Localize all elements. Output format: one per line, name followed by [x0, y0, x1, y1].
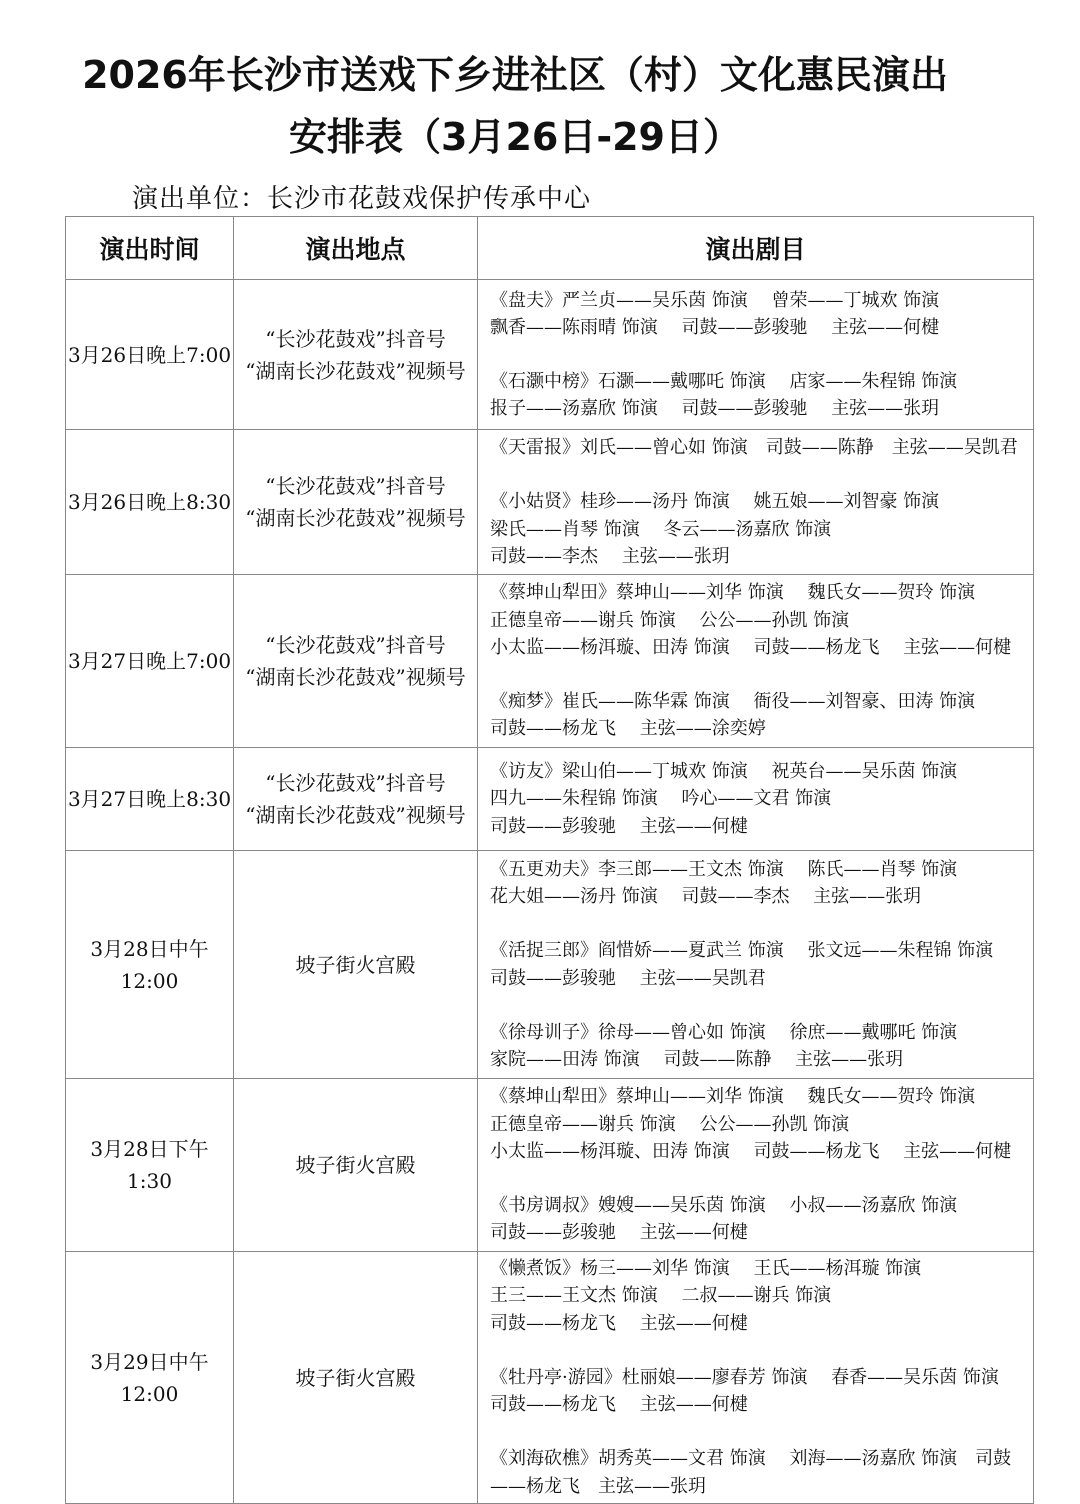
schedule-row — [66, 748, 1034, 851]
place-line: “长沙花鼓戏”抖音号 — [265, 633, 446, 657]
program-line: 《刘海砍樵》胡秀英——文君 饰演 刘海——汤嘉欣 饰演 司鼓 — [490, 1448, 1012, 1470]
place-line: 坡子街火宫殿 — [295, 1365, 416, 1390]
program-line: 《盘夫》严兰贞——吴乐茵 饰演 曾荣——丁城欢 饰演 — [490, 289, 940, 311]
program-list — [478, 1252, 1034, 1504]
page-title-line1: 2026年长沙市送戏下乡进社区（村）文化惠民演出 — [82, 53, 948, 97]
performance-place — [234, 1079, 478, 1252]
performance-place — [234, 748, 478, 851]
program-spacer — [490, 992, 1033, 1019]
time-line: 12:00 — [120, 1381, 179, 1406]
place-line: 坡子街火宫殿 — [295, 1153, 416, 1177]
program-line: 司鼓——彭骏驰 主弦——何楗 — [490, 815, 748, 837]
program-list — [478, 748, 1034, 851]
time-line: 3月28日下午 — [90, 1137, 209, 1161]
program-line: 司鼓——杨龙飞 主弦——涂奕婷 — [490, 718, 766, 740]
program-spacer — [490, 341, 1033, 368]
program-list — [478, 1079, 1034, 1252]
schedule-row — [66, 430, 1034, 575]
program-line: 《活捉三郎》阎惜娇——夏武兰 饰演 张文远——朱程锦 饰演 — [490, 940, 994, 962]
program-line: 司鼓——彭骏驰 主弦——何楗 — [490, 1222, 748, 1244]
program-line: 《五更劝夫》李三郎——王文杰 饰演 陈氏——肖琴 饰演 — [490, 858, 958, 880]
schedule-row — [66, 280, 1034, 430]
time-line: 3月27日晚上8:30 — [67, 787, 232, 811]
performance-time — [66, 748, 234, 851]
place-line: “湖南长沙花鼓戏”视频号 — [245, 665, 466, 689]
program-line: 《懒煮饭》杨三——刘华 饰演 王氏——杨洱璇 饰演 — [490, 1258, 922, 1280]
program-line: 《石灏中榜》石灏——戴哪吒 饰演 店家——朱程锦 饰演 — [490, 371, 958, 393]
program-line: 《徐母训子》徐母——曾心如 饰演 徐庶——戴哪吒 饰演 — [490, 1021, 958, 1043]
performance-place — [234, 851, 478, 1079]
place-line: “湖南长沙花鼓戏”视频号 — [245, 358, 466, 383]
program-line: 《痴梦》崔氏——陈华霖 饰演 衙役——刘智豪、田涛 饰演 — [490, 691, 976, 713]
performance-time — [66, 575, 234, 748]
program-line: 家院——田涛 饰演 司鼓——陈静 主弦——张玥 — [490, 1049, 904, 1071]
time-line: 1:30 — [127, 1169, 172, 1193]
program-line: 小太监——杨洱璇、田涛 饰演 司鼓——杨龙飞 主弦——何楗 — [490, 1140, 1012, 1162]
header-program: 演出剧目 — [478, 217, 1034, 280]
program-line: 《书房调叔》嫂嫂——吴乐茵 饰演 小叔——汤嘉欣 饰演 — [490, 1195, 958, 1217]
performance-place — [234, 280, 478, 430]
program-line: 司鼓——彭骏驰 主弦——吴凯君 — [490, 967, 766, 989]
program-spacer — [490, 461, 1033, 488]
program-line: 正德皇帝——谢兵 饰演 公公——孙凯 饰演 — [490, 609, 850, 631]
program-line: ——杨龙飞 主弦——张玥 — [490, 1475, 706, 1497]
program-spacer — [490, 1165, 1033, 1192]
program-line: 《小姑贤》桂珍——汤丹 饰演 姚五娘——刘智豪 饰演 — [490, 491, 940, 513]
schedule-row — [66, 575, 1034, 748]
program-line: 司鼓——李杰 主弦——张玥 — [490, 545, 730, 567]
performance-time — [66, 430, 234, 575]
program-spacer — [490, 910, 1033, 937]
program-list — [478, 851, 1034, 1079]
program-line: 花大姐——汤丹 饰演 司鼓——李杰 主弦——张玥 — [490, 885, 922, 907]
place-line: “湖南长沙花鼓戏”视频号 — [245, 803, 466, 827]
header-row — [66, 217, 1034, 280]
performing-unit: 演出单位：长沙市花鼓戏保护传承中心 — [132, 184, 592, 214]
schedule-row — [66, 851, 1034, 1079]
schedule-row — [66, 1079, 1034, 1252]
time-line: 3月28日中午 — [90, 936, 209, 961]
program-spacer — [490, 1337, 1033, 1364]
program-line: 飘香——陈雨晴 饰演 司鼓——彭骏驰 主弦——何楗 — [490, 316, 940, 338]
program-list — [478, 430, 1034, 575]
time-line: 3月26日晚上7:00 — [67, 342, 232, 367]
place-line: 坡子街火宫殿 — [295, 952, 416, 977]
page-title-line2: 安排表（3月26日-29日） — [289, 115, 741, 159]
program-line: 四九——朱程锦 饰演 吟心——文君 饰演 — [490, 788, 832, 810]
schedule-table — [65, 216, 1034, 1504]
performance-time — [66, 1079, 234, 1252]
program-list — [478, 575, 1034, 748]
time-line: 3月29日中午 — [90, 1349, 209, 1374]
program-list — [478, 280, 1034, 430]
program-spacer — [490, 1418, 1033, 1445]
program-line: 小太监——杨洱璇、田涛 饰演 司鼓——杨龙飞 主弦——何楗 — [490, 636, 1012, 658]
place-line: “长沙花鼓戏”抖音号 — [265, 771, 446, 795]
performance-place — [234, 430, 478, 575]
program-line: 《天雷报》刘氏——曾心如 饰演 司鼓——陈静 主弦——吴凯君 — [490, 437, 1018, 458]
program-line: 王三——王文杰 饰演 二叔——谢兵 饰演 — [490, 1285, 832, 1307]
program-line: 《牡丹亭·游园》杜丽娘——廖春芳 饰演 春香——吴乐茵 饰演 — [490, 1366, 999, 1388]
schedule-row — [66, 1252, 1034, 1504]
header-time: 演出时间 — [66, 217, 234, 280]
schedule-body — [66, 280, 1034, 1504]
program-line: 正德皇帝——谢兵 饰演 公公——孙凯 饰演 — [490, 1113, 850, 1135]
program-line: 《蔡坤山犁田》蔡坤山——刘华 饰演 魏氏女——贺玲 饰演 — [490, 1086, 976, 1108]
time-line: 12:00 — [120, 968, 179, 993]
performance-time — [66, 851, 234, 1079]
performance-place — [234, 1252, 478, 1504]
place-line: “长沙花鼓戏”抖音号 — [265, 474, 446, 498]
program-spacer — [490, 661, 1033, 688]
performance-time — [66, 1252, 234, 1504]
header-place: 演出地点 — [234, 217, 478, 280]
performance-place — [234, 575, 478, 748]
time-line: 3月27日晚上7:00 — [67, 649, 232, 673]
place-line: “长沙花鼓戏”抖音号 — [265, 326, 446, 351]
program-line: 报子——汤嘉欣 饰演 司鼓——彭骏驰 主弦——张玥 — [490, 398, 940, 420]
program-line: 司鼓——杨龙飞 主弦——何楗 — [490, 1394, 748, 1416]
program-line: 《访友》梁山伯——丁城欢 饰演 祝英台——吴乐茵 饰演 — [490, 761, 958, 783]
program-line: 司鼓——杨龙飞 主弦——何楗 — [490, 1312, 748, 1334]
program-line: 《蔡坤山犁田》蔡坤山——刘华 饰演 魏氏女——贺玲 饰演 — [490, 582, 976, 604]
program-line: 梁氏——肖琴 饰演 冬云——汤嘉欣 饰演 — [490, 518, 832, 540]
performance-time — [66, 280, 234, 430]
place-line: “湖南长沙花鼓戏”视频号 — [245, 506, 466, 530]
time-line: 3月26日晚上8:30 — [67, 490, 232, 514]
